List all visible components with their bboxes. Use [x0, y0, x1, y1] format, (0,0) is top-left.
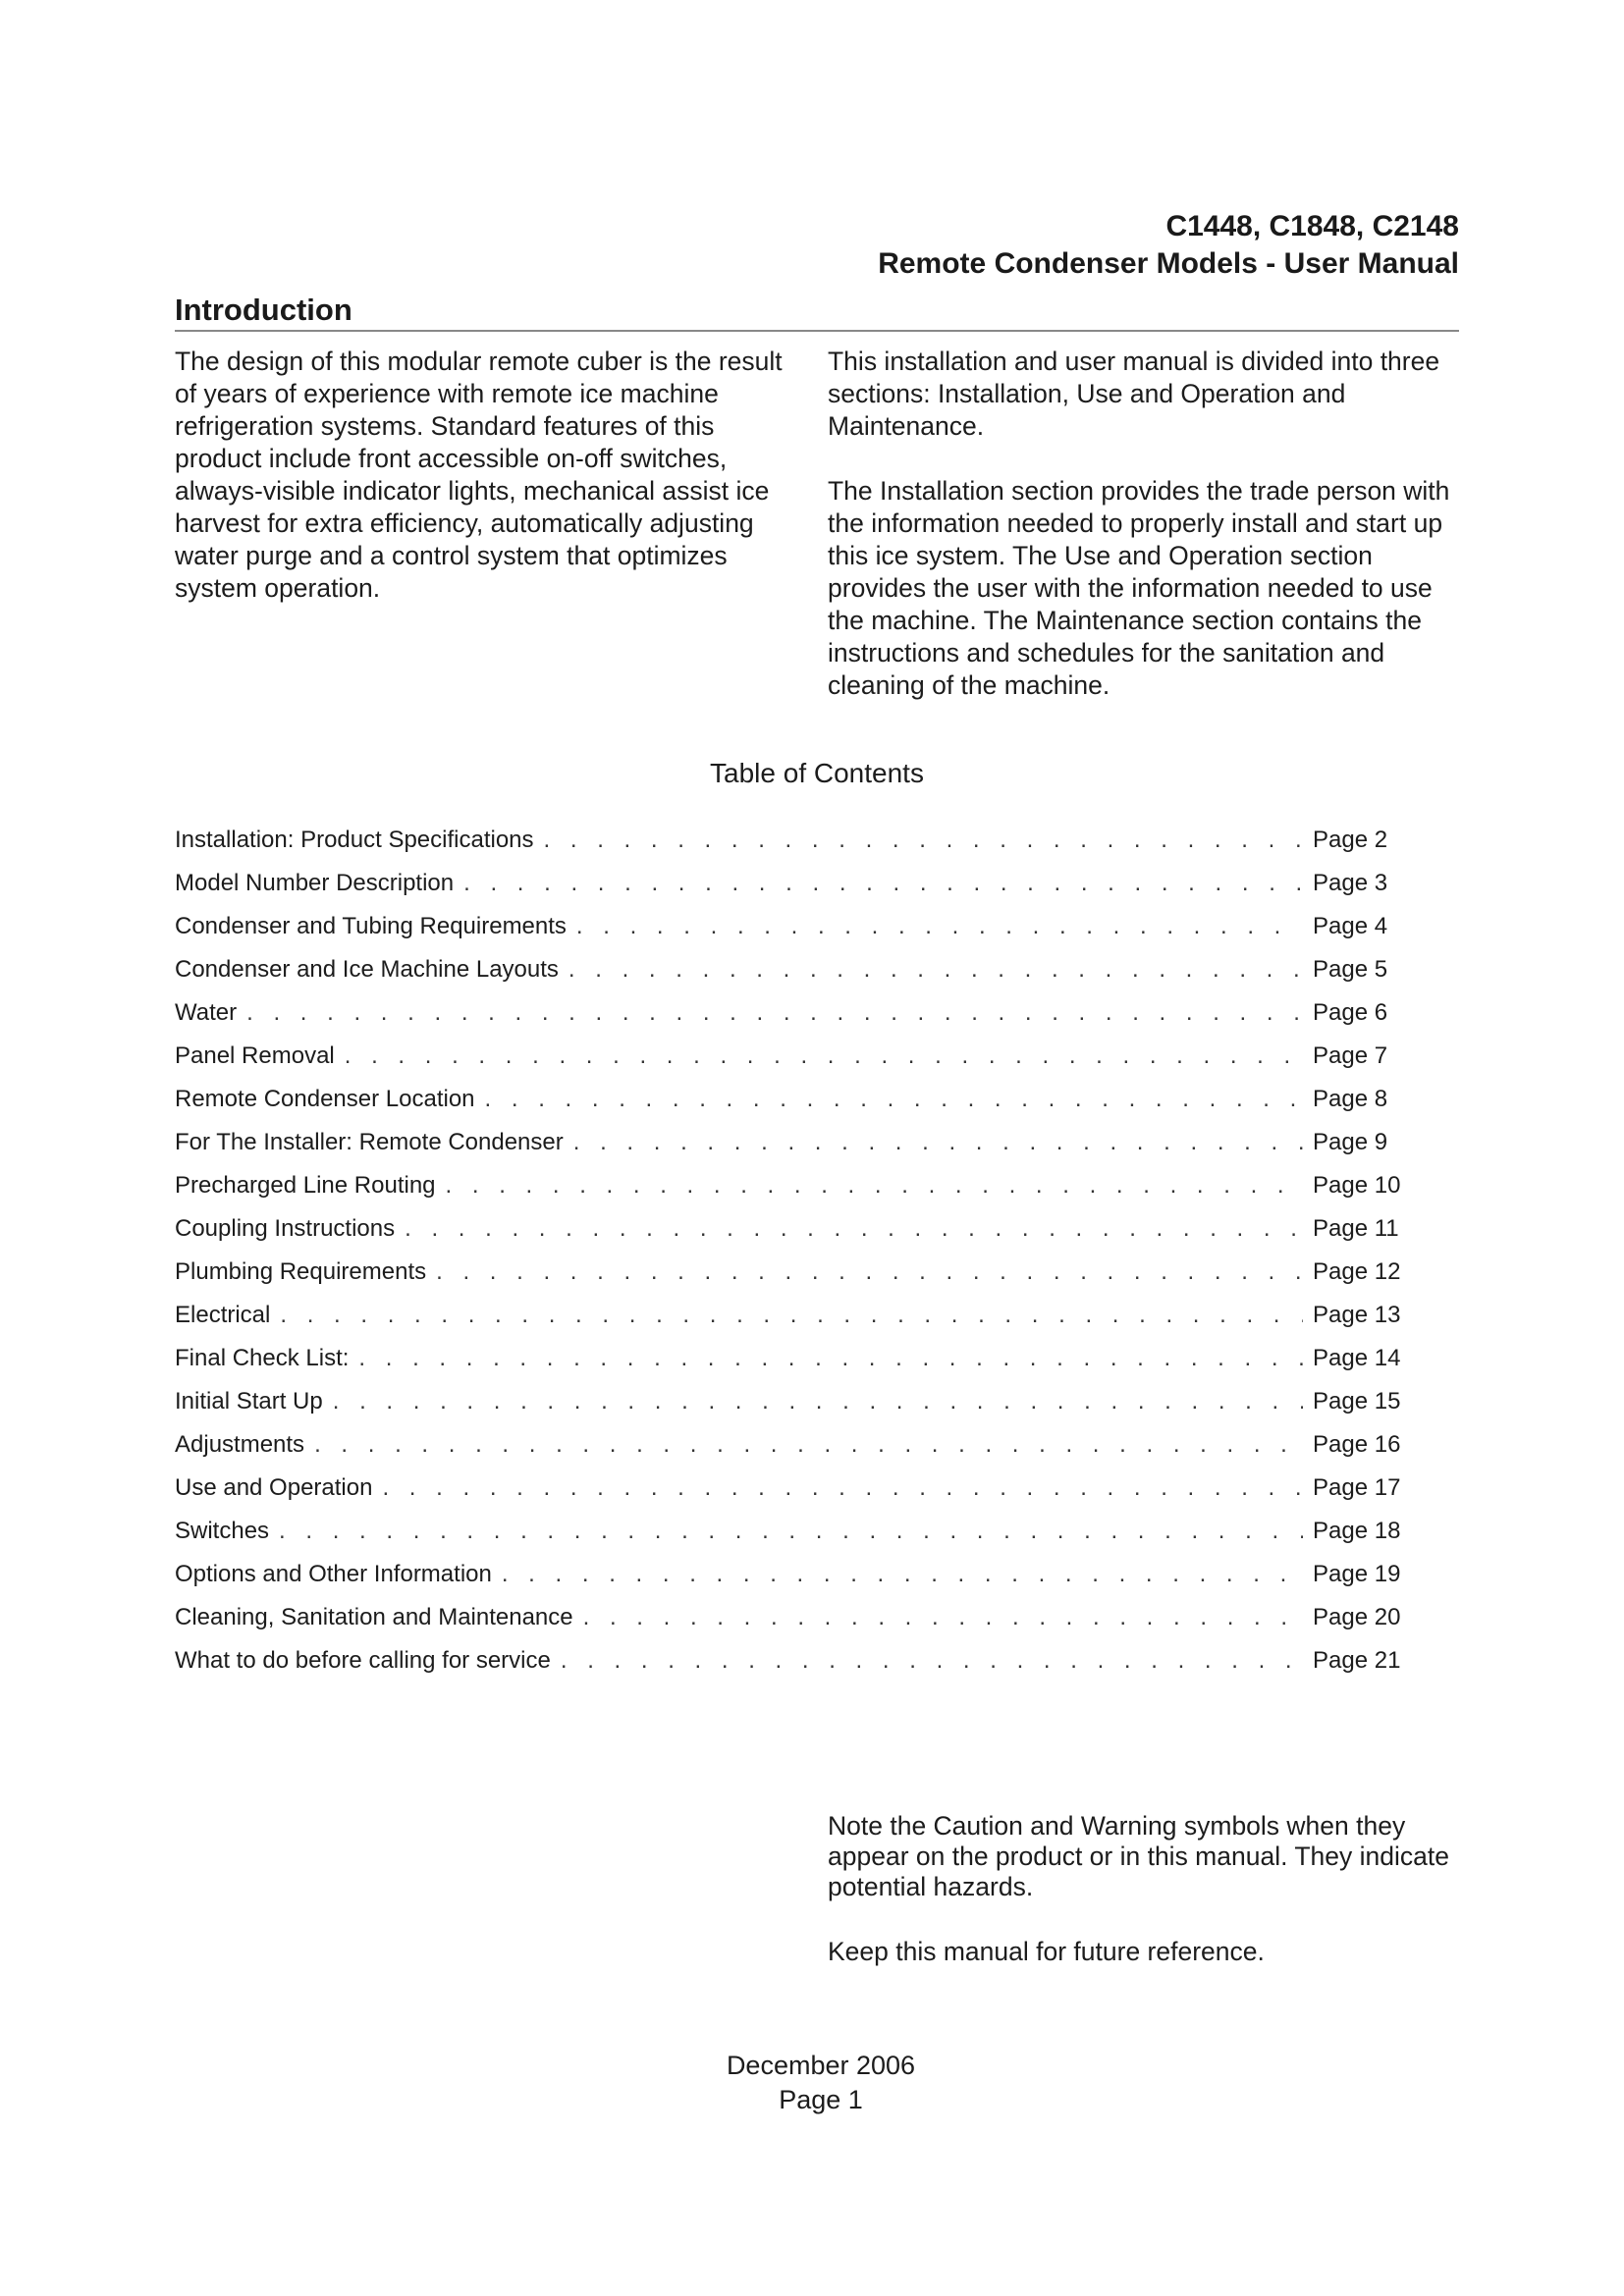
toc-entry — [175, 1294, 1416, 1337]
toc-entry-page: Page 3 — [1313, 870, 1388, 896]
toc-entry-title: Panel Removal — [175, 1042, 335, 1069]
toc-leader-dots — [544, 819, 1303, 862]
toc-entry-page: Page 5 — [1313, 956, 1388, 983]
toc-entry-page: Page 16 — [1313, 1431, 1401, 1458]
toc-entry-title: Use and Operation — [175, 1474, 373, 1501]
manual-sections-paragraph: This installation and user manual is divided into three sections: Installation, Use and Operation and Maintenance. — [828, 347, 1440, 441]
document-header — [878, 208, 1459, 283]
toc-entry-page: Page 12 — [1313, 1258, 1401, 1285]
toc-entry-title: Precharged Line Routing — [175, 1172, 436, 1199]
toc-entry-title: Condenser and Tubing Requirements — [175, 913, 567, 939]
toc-entry — [175, 991, 1416, 1035]
toc-leader-dots — [485, 1078, 1303, 1121]
toc-entry — [175, 948, 1416, 991]
toc-entry-page: Page 19 — [1313, 1561, 1401, 1587]
toc-entry — [175, 862, 1416, 905]
introduction-right-column — [828, 346, 1466, 702]
toc-leader-dots — [280, 1294, 1303, 1337]
toc-entry — [175, 905, 1416, 948]
toc-entry-page: Page 20 — [1313, 1604, 1401, 1630]
toc-leader-dots — [382, 1467, 1303, 1510]
toc-entry-title: What to do before calling for service — [175, 1647, 551, 1674]
toc-entry-page: Page 21 — [1313, 1647, 1401, 1674]
toc-entry-title: Electrical — [175, 1302, 271, 1328]
toc-entry — [175, 1164, 1416, 1207]
toc-entry — [175, 1121, 1416, 1164]
toc-entry-title: For The Installer: Remote Condenser — [175, 1129, 564, 1155]
toc-entry-page: Page 2 — [1313, 827, 1388, 853]
manual-title: Remote Condenser Models - User Manual — [878, 247, 1459, 280]
toc-title: Table of Contents — [710, 758, 924, 788]
publication-date: December 2006 — [726, 2051, 916, 2080]
toc-leader-dots — [405, 1207, 1303, 1251]
toc-entry-page: Page 18 — [1313, 1518, 1401, 1544]
toc-leader-dots — [576, 905, 1303, 948]
table-of-contents — [175, 819, 1416, 1682]
toc-leader-dots — [502, 1553, 1303, 1596]
toc-entry-title: Initial Start Up — [175, 1388, 323, 1415]
toc-entry — [175, 1467, 1416, 1510]
toc-entry-page: Page 13 — [1313, 1302, 1401, 1328]
toc-entry-title: Options and Other Information — [175, 1561, 492, 1587]
caution-warning-note: Note the Caution and Warning symbols when they appear on the product or in this manual. They indicate potential hazards. — [828, 1811, 1449, 1901]
toc-entry — [175, 1207, 1416, 1251]
toc-entry — [175, 1423, 1416, 1467]
toc-entry-page: Page 8 — [1313, 1086, 1388, 1112]
keep-manual-note: Keep this manual for future reference. — [828, 1937, 1265, 1966]
toc-leader-dots — [446, 1164, 1303, 1207]
toc-entry-page: Page 6 — [1313, 999, 1388, 1026]
toc-leader-dots — [436, 1251, 1303, 1294]
toc-entry — [175, 1510, 1416, 1553]
toc-entry-title: Remote Condenser Location — [175, 1086, 475, 1112]
toc-entry — [175, 1596, 1416, 1639]
toc-leader-dots — [358, 1337, 1303, 1380]
toc-entry-page: Page 11 — [1313, 1215, 1399, 1242]
toc-leader-dots — [279, 1510, 1303, 1553]
toc-entry — [175, 1639, 1416, 1682]
toc-entry-page: Page 15 — [1313, 1388, 1401, 1415]
toc-entry — [175, 1337, 1416, 1380]
toc-entry-page: Page 10 — [1313, 1172, 1401, 1199]
toc-leader-dots — [583, 1596, 1303, 1639]
toc-entry — [175, 1251, 1416, 1294]
toc-leader-dots — [463, 862, 1303, 905]
toc-entry — [175, 1380, 1416, 1423]
toc-entry-title: Condenser and Ice Machine Layouts — [175, 956, 559, 983]
toc-entry — [175, 1035, 1416, 1078]
toc-entry-title: Model Number Description — [175, 870, 455, 896]
toc-leader-dots — [314, 1423, 1303, 1467]
page-number: Page 1 — [779, 2085, 863, 2114]
toc-entry-page: Page 14 — [1313, 1345, 1401, 1371]
toc-leader-dots — [568, 948, 1303, 991]
toc-entry-title: Adjustments — [175, 1431, 305, 1458]
toc-entry — [175, 1078, 1416, 1121]
sections-description-paragraph: The Installation section provides the trade person with the information needed to properly install and start up this ice system. The Use and Operation section provides the user with the information needed to use the machine. The Maintenance section contains the instructions and schedules for the sanitation and cleaning of the machine. — [828, 476, 1450, 700]
toc-entry-page: Page 9 — [1313, 1129, 1388, 1155]
toc-entry-title: Installation: Product Specifications — [175, 827, 534, 853]
safety-note — [828, 1811, 1466, 1967]
toc-entry-page: Page 4 — [1313, 913, 1388, 939]
page-footer — [0, 2049, 1624, 2117]
toc-entry-page: Page 7 — [1313, 1042, 1388, 1069]
model-numbers: C1448, C1848, C2148 — [1165, 210, 1459, 242]
toc-leader-dots — [333, 1380, 1303, 1423]
toc-entry-title: Water — [175, 999, 238, 1026]
toc-entry-title: Final Check List: — [175, 1345, 350, 1371]
toc-leader-dots — [561, 1639, 1303, 1682]
toc-entry-title: Coupling Instructions — [175, 1215, 396, 1242]
introduction-heading: Introduction — [175, 293, 352, 327]
toc-entry-page: Page 17 — [1313, 1474, 1401, 1501]
toc-entry-title: Cleaning, Sanitation and Maintenance — [175, 1604, 573, 1630]
toc-leader-dots — [246, 991, 1303, 1035]
heading-divider — [175, 330, 1459, 332]
introduction-left-column — [175, 346, 795, 605]
toc-entry — [175, 1553, 1416, 1596]
toc-leader-dots — [573, 1121, 1303, 1164]
toc-entry — [175, 819, 1416, 862]
toc-entry-title: Plumbing Requirements — [175, 1258, 427, 1285]
toc-leader-dots — [345, 1035, 1303, 1078]
introduction-paragraph: The design of this modular remote cuber is the result of years of experience with remote ice machine refrigeration systems. Standard features of this product include front accessible on-off switches, always-visible indicator lights, mechanical assist ice harvest for extra efficiency, automatically adjusting water purge and a control system that optimizes system operation. — [175, 347, 783, 603]
toc-entry-title: Switches — [175, 1518, 270, 1544]
